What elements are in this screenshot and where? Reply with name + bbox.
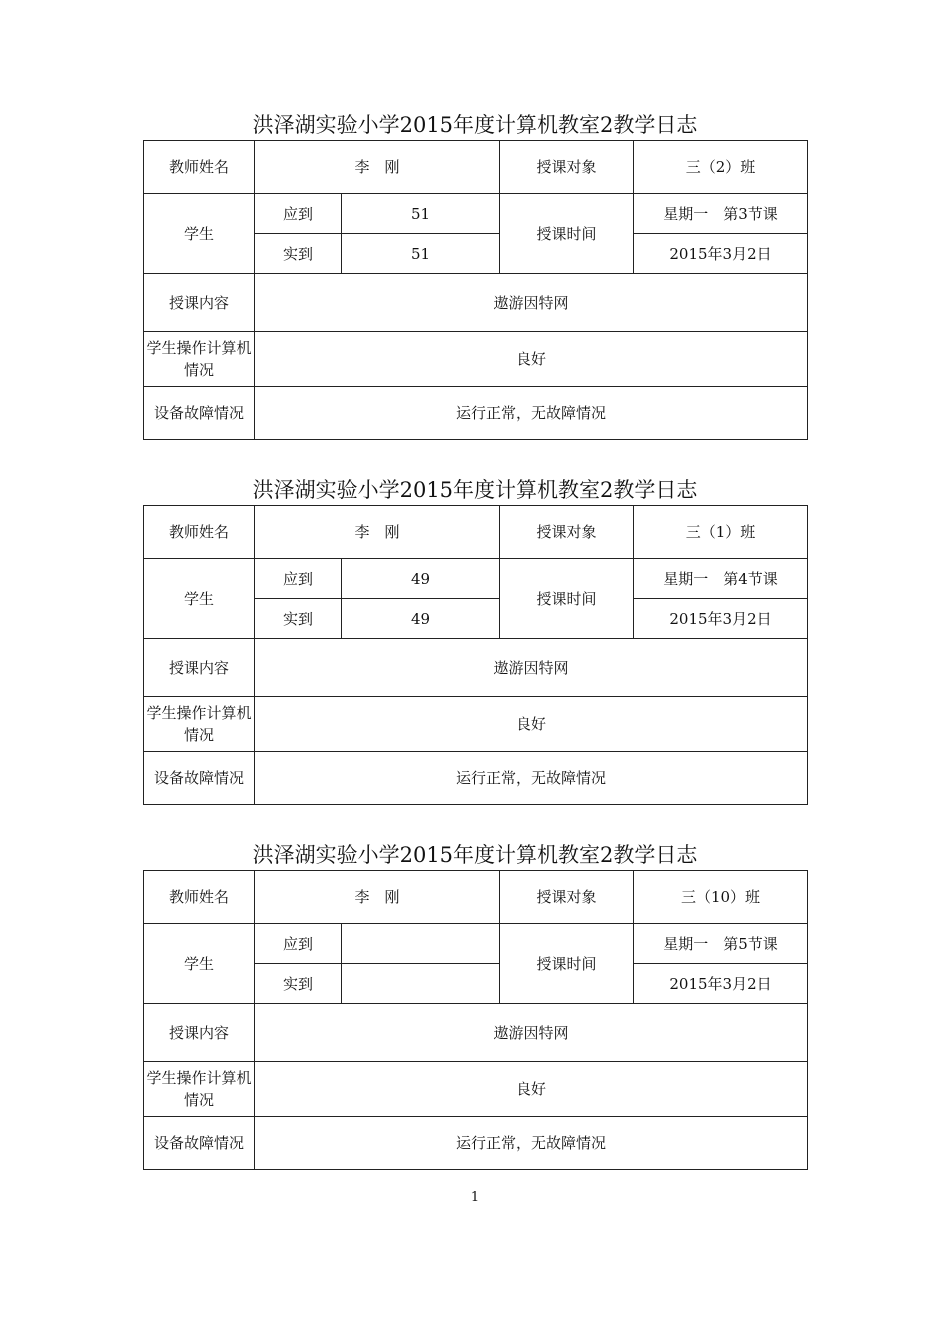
fault-value: 运行正常，无故障情况 bbox=[255, 1117, 808, 1170]
target-class: 三（1）班 bbox=[634, 506, 808, 559]
fault-value: 运行正常，无故障情况 bbox=[255, 752, 808, 805]
target-class: 三（10）班 bbox=[634, 871, 808, 924]
log-table bbox=[143, 870, 808, 1170]
time-label: 授课时间 bbox=[500, 559, 634, 639]
fault-value: 运行正常，无故障情况 bbox=[255, 387, 808, 440]
fault-label: 设备故障情况 bbox=[144, 1117, 255, 1170]
content-label: 授课内容 bbox=[144, 274, 255, 332]
target-label: 授课对象 bbox=[500, 871, 634, 924]
content-value: 遨游因特网 bbox=[255, 1004, 808, 1062]
log-title: 洪泽湖实验小学2015年度计算机教室2教学日志 bbox=[252, 113, 698, 137]
class-period: 星期一 第4节课 bbox=[634, 559, 808, 599]
operation-label: 学生操作计算机情况 bbox=[144, 332, 255, 387]
teaching-log-3 bbox=[143, 840, 807, 1170]
class-date: 2015年3月2日 bbox=[634, 964, 808, 1004]
teacher-label: 教师姓名 bbox=[144, 506, 255, 559]
time-label: 授课时间 bbox=[500, 924, 634, 1004]
teacher-name: 李 刚 bbox=[255, 141, 500, 194]
students-label: 学生 bbox=[144, 924, 255, 1004]
actual-label: 实到 bbox=[255, 599, 342, 639]
teacher-name: 李 刚 bbox=[255, 871, 500, 924]
class-date: 2015年3月2日 bbox=[634, 599, 808, 639]
expected-count: 51 bbox=[342, 194, 500, 234]
content-value: 遨游因特网 bbox=[255, 274, 808, 332]
operation-label: 学生操作计算机情况 bbox=[144, 1062, 255, 1117]
content-label: 授课内容 bbox=[144, 1004, 255, 1062]
operation-value: 良好 bbox=[255, 332, 808, 387]
students-label: 学生 bbox=[144, 559, 255, 639]
expected-count: 49 bbox=[342, 559, 500, 599]
teacher-label: 教师姓名 bbox=[144, 141, 255, 194]
actual-label: 实到 bbox=[255, 234, 342, 274]
content-label: 授课内容 bbox=[144, 639, 255, 697]
teacher-label: 教师姓名 bbox=[144, 871, 255, 924]
teaching-log-2 bbox=[143, 475, 807, 805]
expected-count bbox=[342, 924, 500, 964]
expected-label: 应到 bbox=[255, 924, 342, 964]
expected-label: 应到 bbox=[255, 194, 342, 234]
actual-count: 49 bbox=[342, 599, 500, 639]
target-label: 授课对象 bbox=[500, 141, 634, 194]
time-label: 授课时间 bbox=[500, 194, 634, 274]
teaching-log-1 bbox=[143, 110, 807, 440]
log-table bbox=[143, 505, 808, 805]
log-title: 洪泽湖实验小学2015年度计算机教室2教学日志 bbox=[252, 843, 698, 867]
expected-label: 应到 bbox=[255, 559, 342, 599]
teacher-name: 李 刚 bbox=[255, 506, 500, 559]
log-table bbox=[143, 140, 808, 440]
class-date: 2015年3月2日 bbox=[634, 234, 808, 274]
actual-count bbox=[342, 964, 500, 1004]
class-period: 星期一 第5节课 bbox=[634, 924, 808, 964]
page-number: 1 bbox=[470, 1190, 480, 1205]
content-value: 遨游因特网 bbox=[255, 639, 808, 697]
actual-count: 51 bbox=[342, 234, 500, 274]
target-label: 授课对象 bbox=[500, 506, 634, 559]
class-period: 星期一 第3节课 bbox=[634, 194, 808, 234]
target-class: 三（2）班 bbox=[634, 141, 808, 194]
fault-label: 设备故障情况 bbox=[144, 752, 255, 805]
log-title: 洪泽湖实验小学2015年度计算机教室2教学日志 bbox=[252, 478, 698, 502]
operation-value: 良好 bbox=[255, 1062, 808, 1117]
operation-label: 学生操作计算机情况 bbox=[144, 697, 255, 752]
actual-label: 实到 bbox=[255, 964, 342, 1004]
students-label: 学生 bbox=[144, 194, 255, 274]
fault-label: 设备故障情况 bbox=[144, 387, 255, 440]
operation-value: 良好 bbox=[255, 697, 808, 752]
